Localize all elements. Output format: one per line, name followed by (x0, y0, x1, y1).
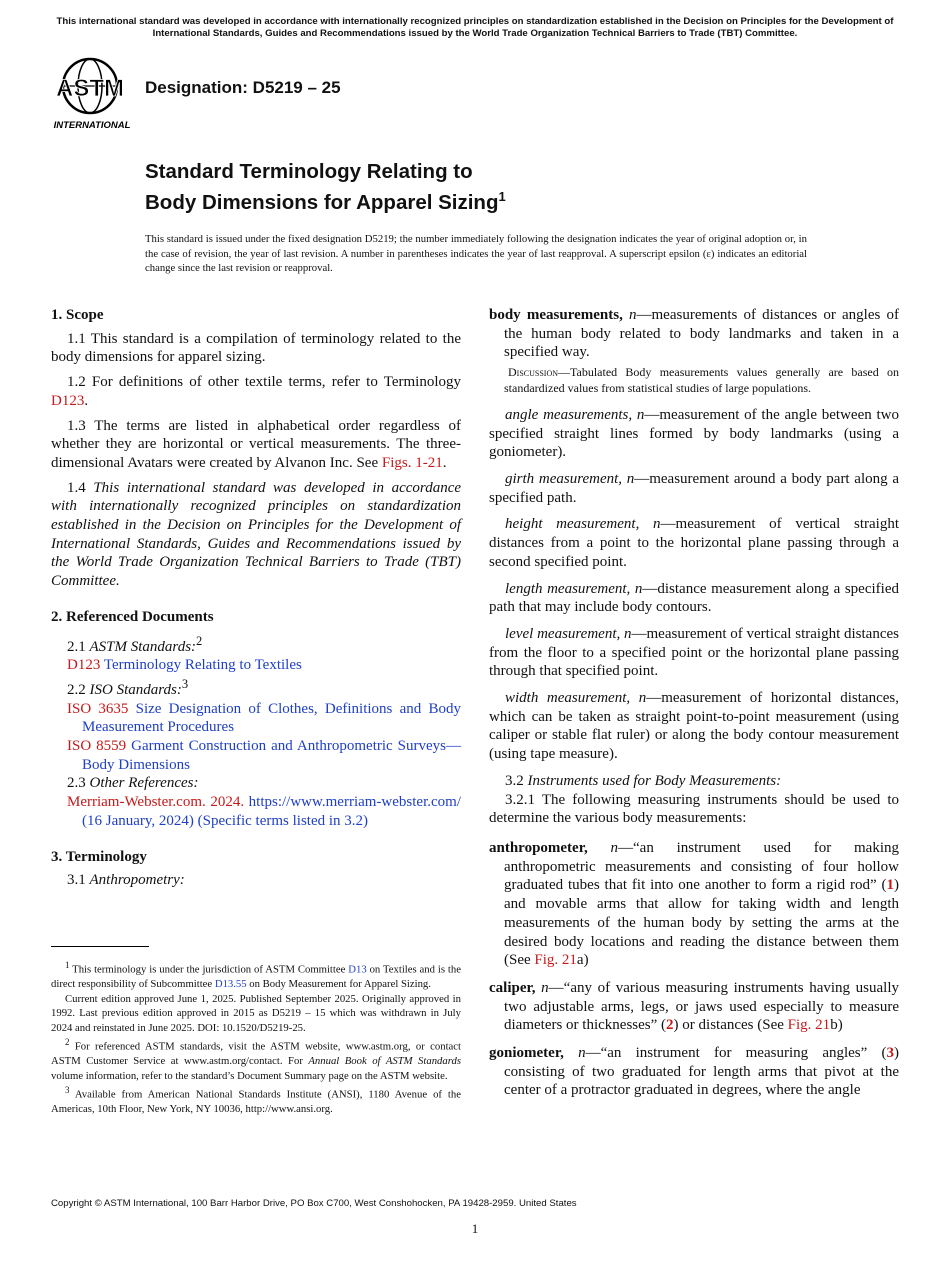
title-line-2 (145, 184, 506, 215)
term-anthropometer-name: anthropometer, (489, 839, 588, 856)
scope-1-2 (51, 373, 461, 410)
link-figs-1-21[interactable]: Figs. 1-21 (381, 454, 443, 471)
ref-d123-code[interactable]: D123 (67, 657, 101, 674)
copyright-notice: Copyright © ASTM International, 100 Barr Harbor Drive, PO Box C700, West Conshohocken, PA 19428-2959. United States (51, 1198, 577, 1209)
refdocs-2-2-num: 2.2 (67, 681, 90, 698)
ref-iso-3635-title[interactable]: Size Designation of Clothes, Definitions and Body Measurement Procedures (82, 700, 461, 736)
term-girth-name: girth measurement, n (505, 471, 635, 488)
term-length-name: length measurement, n (505, 580, 643, 597)
refdocs-2-3-label: Other References: (89, 775, 199, 792)
term-girth-measurement (489, 470, 899, 507)
refdocs-2-2 (51, 675, 461, 700)
ref-merriam-webster[interactable] (51, 793, 461, 830)
document-title (145, 159, 506, 215)
terminology-3-1-num: 3.1 (67, 872, 90, 889)
ref-iso-8559-code[interactable]: ISO 8559 (67, 738, 127, 755)
term-goniometer-def-1: —“an instrument for measuring angles” ( (585, 1045, 887, 1062)
term-width-name: width measurement, n (505, 690, 647, 707)
ref-d123-title[interactable]: Terminology Relating to Textiles (100, 657, 302, 674)
ref-iso-8559[interactable] (51, 737, 461, 774)
term-goniometer (489, 1044, 899, 1100)
term-caliper (489, 979, 899, 1035)
ref-iso-3635-code[interactable]: ISO 3635 (67, 700, 129, 717)
term-goniometer-name: goniometer, (489, 1045, 564, 1062)
scope-1-4-num: 1.4 (67, 479, 94, 496)
refdocs-2-2-label: ISO Standards: (89, 681, 182, 698)
left-column (51, 306, 461, 890)
ref-d123[interactable] (51, 656, 461, 675)
title-footnote-mark: 1 (498, 189, 506, 204)
footnote-1 (51, 958, 461, 992)
title-line-2-text: Body Dimensions for Apparel Sizing (145, 190, 499, 214)
ref-iso-3635[interactable] (51, 700, 461, 737)
refdocs-2-3-num: 2.3 (67, 775, 90, 792)
term-body-measurements-name: body measurements, (489, 307, 623, 323)
refdocs-2-1-label: ASTM Standards: (89, 638, 197, 655)
term-width-def: —measurement of horizontal distances, which can be taken as straight point-to-point measurement (using caliper or stable flat ruler) or along the body contour measurement (using tape measure). (489, 690, 899, 763)
discussion-label: Discussion (508, 365, 559, 380)
footnote-2-pre: For referenced ASTM standards, visit the ASTM website, www.astm.org, or contact ASTM Customer Service at www.astm.org/contact. For (51, 1040, 461, 1068)
link-fig-21a[interactable]: Fig. 21 (534, 952, 577, 969)
term-caliper-def-3: b) (830, 1017, 843, 1034)
term-angle-name: angle measurements, n (505, 406, 645, 423)
refdocs-2-2-sup: 3 (181, 676, 189, 691)
refdocs-2-1-sup: 2 (196, 633, 203, 648)
scope-1-3-end: . (442, 454, 447, 471)
scope-1-4-text: This international standard was developed in accordance with internationally recognized principles on standardization established in the Decision on Principles for the Development of International Standards, Guides and Recommendations issued by the World Trade Organization Technical Barriers to Trade (TBT) Committee. (51, 479, 462, 590)
designation: Designation: D5219 – 25 (145, 78, 341, 97)
term-caliper-def-2: ) or distances (See (673, 1017, 788, 1034)
footnote-1-mark: 1 (65, 960, 70, 970)
footnote-3-text: Available from American National Standards Institute (ANSI), 1180 Avenue of the Americas, 10th Floor, New York, NY 10036, http://www.ansi.org. (51, 1088, 461, 1116)
section-heading-referenced-documents: 2. Referenced Documents (51, 608, 214, 625)
term-goniometer-pos: n (563, 1045, 586, 1062)
footnote-divider (51, 946, 149, 947)
term-girth-def: —measurement around a body part along a specified path. (489, 471, 899, 506)
logo-subtext: INTERNATIONAL (53, 120, 131, 131)
term-anthropometer-def-2: ) and movable arms that allow for taking width and length measurements of the human body by setting the arms at the desired body locations and reading the distance between them (See (504, 877, 899, 969)
terminology-3-1 (51, 871, 461, 890)
ref-merriam-webster-title[interactable]: https://www.merriam-webster.com/ (16 January, 2024) (Specific terms listed in 3.2) (82, 794, 461, 829)
term-caliper-name: caliper, (489, 979, 536, 996)
citation-3[interactable]: 3 (886, 1045, 894, 1062)
term-angle-def: —measurement of the angle between two specified straight lines formed by body landmarks (using a goniometer). (489, 406, 899, 461)
term-level-name: level measurement, n (505, 625, 632, 642)
astm-globe-icon (52, 56, 136, 132)
citation-1[interactable]: 1 (886, 877, 894, 894)
term-anthropometer-def-3: a) (576, 952, 589, 969)
term-body-measurements-pos: n (622, 307, 637, 323)
logo-text: ASTM (56, 75, 124, 102)
refdocs-2-1 (51, 632, 461, 657)
footnote-2-post: volume information, refer to the standard’s Document Summary page on the ASTM website. (51, 1069, 448, 1082)
refdocs-2-1-num: 2.1 (67, 638, 90, 655)
term-body-measurements-def: —measurements of distances or angles of the human body related to body landmarks and taken in a specified way. (504, 307, 900, 361)
ref-merriam-webster-code[interactable]: Merriam-Webster.com. 2024. (67, 794, 245, 811)
footnote-2-mark: 2 (65, 1037, 70, 1048)
term-width-measurement (489, 689, 899, 764)
footnote-1-mid: on Textiles and is the direct responsibility of Subcommittee (51, 963, 461, 991)
term-length-def: —distance measurement along a specified path that may include body contours. (489, 580, 899, 616)
tbt-banner: This international standard was developed in accordance with internationally recognized principles on standardization established in the Decision on Principles for the Development of International Standards, Guides and Recommendations issued by the World Trade Organization Technical Barriers to Trade (TBT) Committee. (56, 16, 894, 39)
term-anthropometer-def-1: —“an instrument used for making anthropometric measurements and consisting of four hollow graduated tubes that fit into one another to form a rigid rod” ( (504, 839, 899, 894)
scope-1-2-end: . (84, 392, 89, 409)
term-level-measurement (489, 625, 899, 681)
term-angle-measurements (489, 406, 899, 462)
footnote-3 (51, 1083, 461, 1117)
footnote-2-italic: Annual Book of ASTM Standards (308, 1055, 462, 1068)
term-body-measurements (489, 306, 899, 362)
refdocs-2-3 (51, 774, 461, 793)
term-goniometer-def-2: ) consisting of two graduated for length arms that pivot at the center of a protractor graduated in degrees, where the angle (504, 1045, 899, 1099)
term-height-name: height measurement, n (505, 516, 661, 533)
term-caliper-def-1: —“any of various measuring instruments having usually two adjustable arms, legs, or jaws used especially to measure diameters or thicknesses” ( (504, 979, 899, 1034)
link-fig-21b[interactable]: Fig. 21 (787, 1017, 831, 1034)
footnote-2 (51, 1035, 461, 1083)
link-d13-55[interactable]: D13.55 (214, 978, 247, 991)
discussion-note (489, 365, 899, 396)
section-3-2-1: 3.2.1 The following measuring instruments should be used to determine the various body measurements: (489, 791, 899, 827)
footnote-1-pre: This terminology is under the jurisdiction of ASTM Committee (69, 963, 349, 976)
term-height-measurement (489, 515, 899, 571)
scope-1-4 (51, 479, 461, 591)
section-3-2-label: Instruments used for Body Measurements: (527, 772, 782, 789)
section-3-2 (489, 772, 899, 791)
astm-logo (52, 56, 136, 132)
page-number: 1 (471, 1221, 479, 1236)
discussion-text: —Tabulated Body measurements values generally are based on standardized values from statistical studies of large populations. (504, 365, 899, 395)
term-height-def: —measurement of vertical straight distances from a point to the horizontal plane passing through a second specified point. (489, 516, 899, 570)
term-length-measurement (489, 580, 899, 617)
intro-paragraph: This standard is issued under the fixed designation D5219; the number immediately following the designation indicates the year of original adoption or, in the case of revision, the year of last revision. A number in parentheses indicates the year of last reapproval. A superscript epsilon (ε) indicates an editorial change since the last revision or reapproval. (145, 233, 807, 275)
link-d13[interactable]: D13 (348, 963, 367, 976)
footnote-1b: Current edition approved June 1, 2025. Published September 2025. Originally approved in 1992. Last previous edition approved in 2015 as D5219 – 15 which was withdrawn in July 2024 and reinstated in June 2025. DOI: 10.1520/D5219-25. (51, 992, 461, 1034)
title-line-1: Standard Terminology Relating to (145, 160, 473, 183)
term-level-def: —measurement of vertical straight distances from the floor to a specified point or the horizontal plane passing through that specified point. (489, 625, 899, 680)
footnotes (51, 958, 461, 1117)
ref-iso-8559-title[interactable]: Garment Construction and Anthropometric Surveys—Body Dimensions (82, 738, 461, 773)
footnote-3-mark: 3 (65, 1085, 70, 1096)
citation-2[interactable]: 2 (666, 1017, 674, 1034)
link-d123[interactable]: D123 (51, 392, 85, 409)
section-3-2-num: 3.2 (505, 772, 528, 789)
terminology-3-1-label: Anthropometry: (89, 872, 185, 889)
right-column (489, 306, 899, 1109)
term-anthropometer-pos: n (587, 839, 619, 856)
section-heading-scope: 1. Scope (51, 307, 104, 323)
scope-1-3 (51, 417, 461, 473)
scope-1-1: 1.1 This standard is a compilation of terminology related to the body dimensions for apparel sizing. (51, 330, 461, 366)
term-caliper-pos: n (535, 979, 549, 996)
footnote-1-post: on Body Measurement for Apparel Sizing. (246, 978, 431, 991)
scope-1-2-text: 1.2 For definitions of other textile terms, refer to Terminology (67, 374, 461, 391)
section-heading-terminology: 3. Terminology (51, 848, 147, 865)
scope-1-3-text: 1.3 The terms are listed in alphabetical order regardless of whether they are horizontal or vertical measurements. The three-dimensional Avatars were created by Alvanon Inc. See (51, 417, 461, 471)
term-anthropometer (489, 839, 899, 970)
